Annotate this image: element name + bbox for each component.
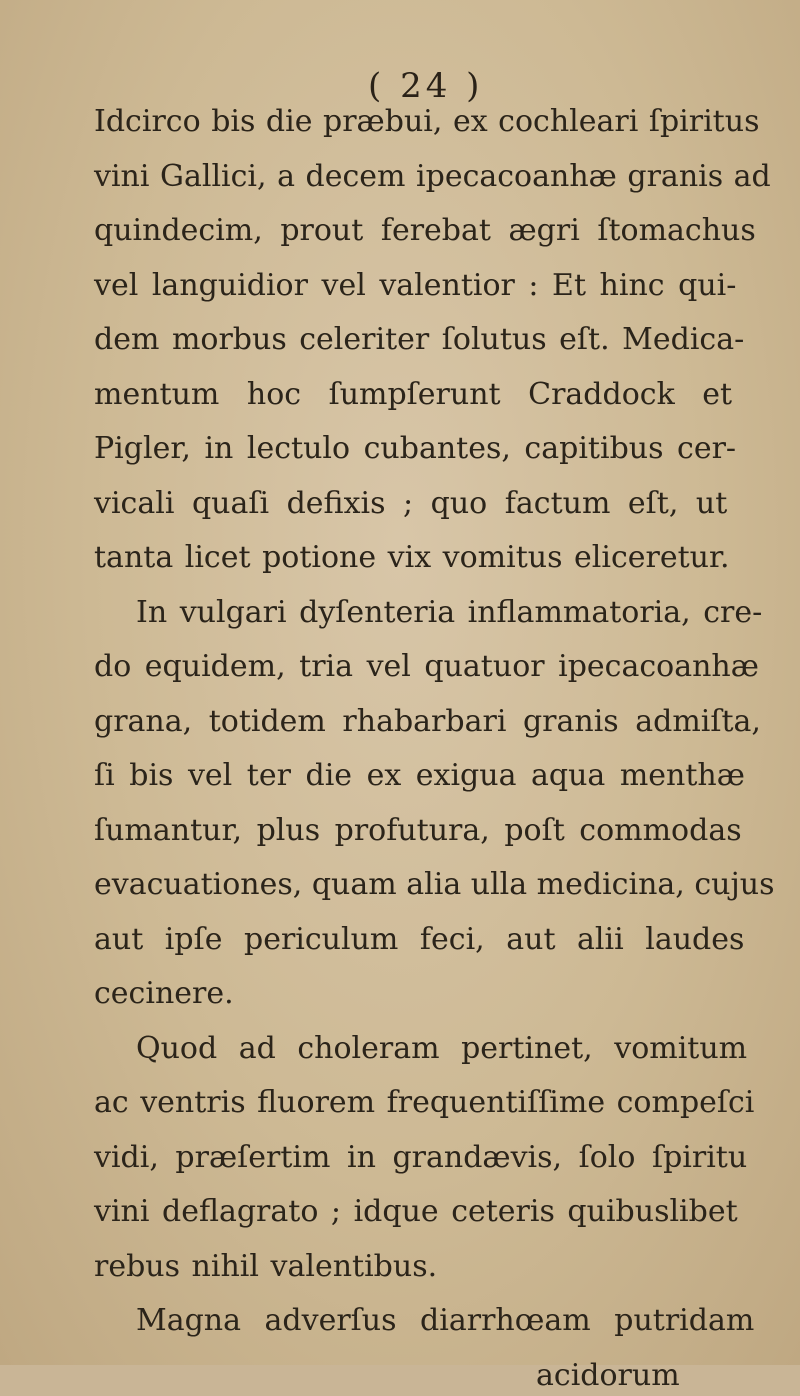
text-line: rebus nihil valentibus. xyxy=(94,1249,438,1284)
text-line: acidorum xyxy=(536,1358,680,1393)
text-line: Quod ad choleram pertinet, vomitum xyxy=(136,1031,748,1066)
text-line: grana, totidem rhabarbari granis admiſta, xyxy=(94,704,761,739)
text-line: ac ventris fluorem frequentiſſime compeſci xyxy=(94,1085,755,1120)
text-line: mentum hoc ſumpſerunt Craddock et xyxy=(94,377,733,412)
text-line: cecinere. xyxy=(94,976,234,1011)
text-line: Pigler, in lectulo cubantes, capitibus cer- xyxy=(94,431,737,466)
text-line: vel languidior vel valentior : Et hinc qui- xyxy=(94,268,737,303)
text-line: vidi, præſertim in grandævis, ſolo ſpiritu xyxy=(94,1140,748,1175)
text-line: aut ipſe periculum feci, aut alii laudes xyxy=(94,922,745,957)
text-line: vini Gallici, a decem ipecacoanhæ granis ad xyxy=(94,159,771,194)
page-number: ( 24 ) xyxy=(368,66,484,106)
text-line: ſumantur, plus profutura, poſt commodas xyxy=(94,813,742,848)
text-line: Magna adverſus diarrhœam putridam xyxy=(136,1303,755,1338)
text-line: vicali quaſi defixis ; quo factum eſt, ut xyxy=(94,486,728,521)
text-line: tanta licet potione vix vomitus eliceretur. xyxy=(94,540,730,575)
text-line: quindecim, prout ferebat ægri ſtomachus xyxy=(94,213,756,248)
text-line: dem morbus celeriter ſolutus eſt. Medica- xyxy=(94,322,745,357)
text-line: evacuationes, quam alia ulla medicina, cujus xyxy=(94,867,775,902)
text-line: Idcirco bis die præbui, ex cochleari ſpiritus xyxy=(94,104,760,139)
text-line: In vulgari dyſenteria inflammatoria, cre- xyxy=(136,595,763,630)
text-line: vini deflagrato ; idque ceteris quibuslibet xyxy=(94,1194,738,1229)
text-line: ſi bis vel ter die ex exigua aqua menthæ xyxy=(94,758,745,793)
text-line: do equidem, tria vel quatuor ipecacoanhæ xyxy=(94,649,759,684)
